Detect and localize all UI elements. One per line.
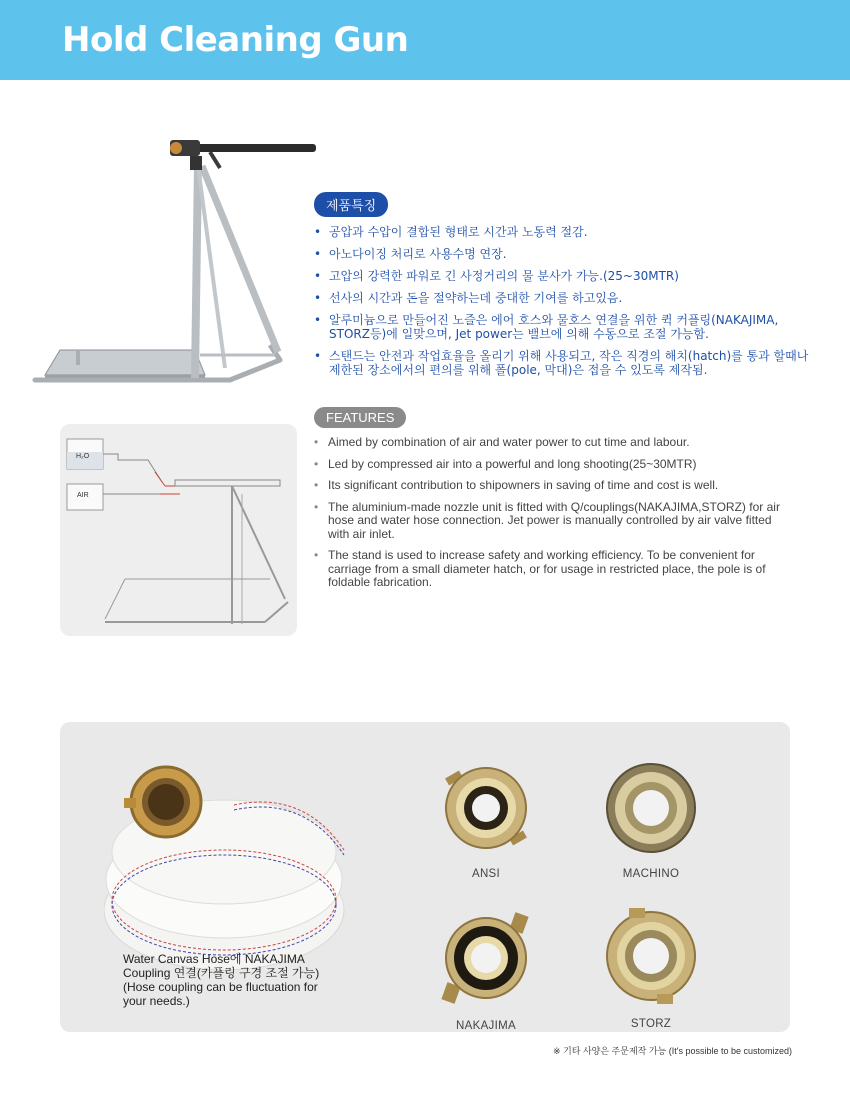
couplings-panel bbox=[60, 722, 790, 1032]
list-item: • The stand is used to increase safety and working efficiency. To be convenient for carriage from a small diameter hatch, or for usage in restricted place, the pole is of foldable fabrication. bbox=[314, 549, 794, 590]
water-tank-label: H₂O bbox=[76, 453, 90, 460]
schematic-diagram bbox=[60, 424, 297, 636]
schematic-drawing bbox=[60, 424, 297, 636]
hold-cleaning-gun-photo bbox=[30, 130, 320, 390]
list-item: • Its significant contribution to shipowners in saving of time and cost is well. bbox=[314, 479, 794, 493]
footnote: ※ 기타 사양은 주문제작 가능 (It's possible to be customized) bbox=[553, 1046, 792, 1056]
list-item: • 공압과 수압이 결합된 형태로 시간과 노동력 절감. bbox=[314, 225, 814, 239]
hose-caption-line: Coupling 연결(카플링 구경 조절 가능) bbox=[123, 966, 320, 980]
coupling-label: STORZ bbox=[630, 1018, 672, 1030]
coupling-label: MACHINO bbox=[622, 868, 680, 880]
list-item: • 아노다이징 처리로 사용수명 연장. bbox=[314, 247, 814, 261]
canvas-hose-photo bbox=[104, 750, 354, 985]
air-tank-label: AIR bbox=[77, 492, 89, 499]
list-item: • 고압의 강력한 파워로 긴 사정거리의 물 분사가 가능.(25~30MTR) bbox=[314, 269, 814, 283]
features-label: FEATURES bbox=[314, 407, 406, 428]
korean-features-list bbox=[314, 225, 814, 377]
list-item: • 스탠드는 안전과 작업효율을 올리기 위해 사용되고, 작은 직경의 해치(hatch)를 통과 할때나 제한된 장소에서의 편의를 위해 폴(pole, 막대)은 접을 수 있도록 제작됨. bbox=[314, 349, 814, 377]
coupling-nakajima bbox=[426, 908, 546, 1032]
coupling-machino bbox=[591, 760, 711, 880]
list-item: • 알루미늄으로 만들어진 노즐은 에어 호스와 물호스 연결을 위한 퀵 커플링(NAKAJIMA, STORZ등)에 일맞으며, Jet power는 밸브에 의해 수동으로 조절 가능함. bbox=[314, 313, 814, 341]
storz-coupling-image bbox=[601, 906, 701, 1006]
list-item: • 선사의 시간과 돈을 절약하는데 중대한 기여를 하고있음. bbox=[314, 291, 814, 305]
hose-caption bbox=[123, 952, 353, 1008]
list-item: • Led by compressed air into a powerful and long shooting(25~30MTR) bbox=[314, 458, 794, 472]
page-header bbox=[0, 0, 850, 80]
hose-caption-line: (Hose coupling can be fluctuation for bbox=[123, 980, 318, 994]
coupling-label: NAKAJIMA bbox=[456, 1020, 516, 1032]
ansi-coupling-image bbox=[438, 760, 534, 856]
korean-features-label: 제품특징 bbox=[314, 192, 388, 217]
nakajima-coupling-image bbox=[436, 908, 536, 1008]
features-section bbox=[314, 407, 794, 598]
list-item: • Aimed by combination of air and water power to cut time and labour. bbox=[314, 436, 794, 450]
machino-coupling-image bbox=[603, 760, 699, 856]
hose-caption-line: your needs.) bbox=[123, 994, 190, 1008]
hose-caption-line: Water Canvas Hose에 NAKAJIMA bbox=[123, 952, 305, 966]
coupling-ansi bbox=[426, 760, 546, 880]
list-item: • The aluminium-made nozzle unit is fitted with Q/couplings(NAKAJIMA,STORZ) for air hose and water hose connection. Jet power is manually controlled by air valve fitted with air inlet. bbox=[314, 501, 794, 542]
coupling-label: ANSI bbox=[471, 868, 501, 880]
coupling-storz bbox=[591, 906, 711, 1030]
korean-features-section bbox=[314, 192, 814, 385]
features-list bbox=[314, 436, 794, 590]
page-title: Hold Cleaning Gun bbox=[62, 20, 409, 60]
